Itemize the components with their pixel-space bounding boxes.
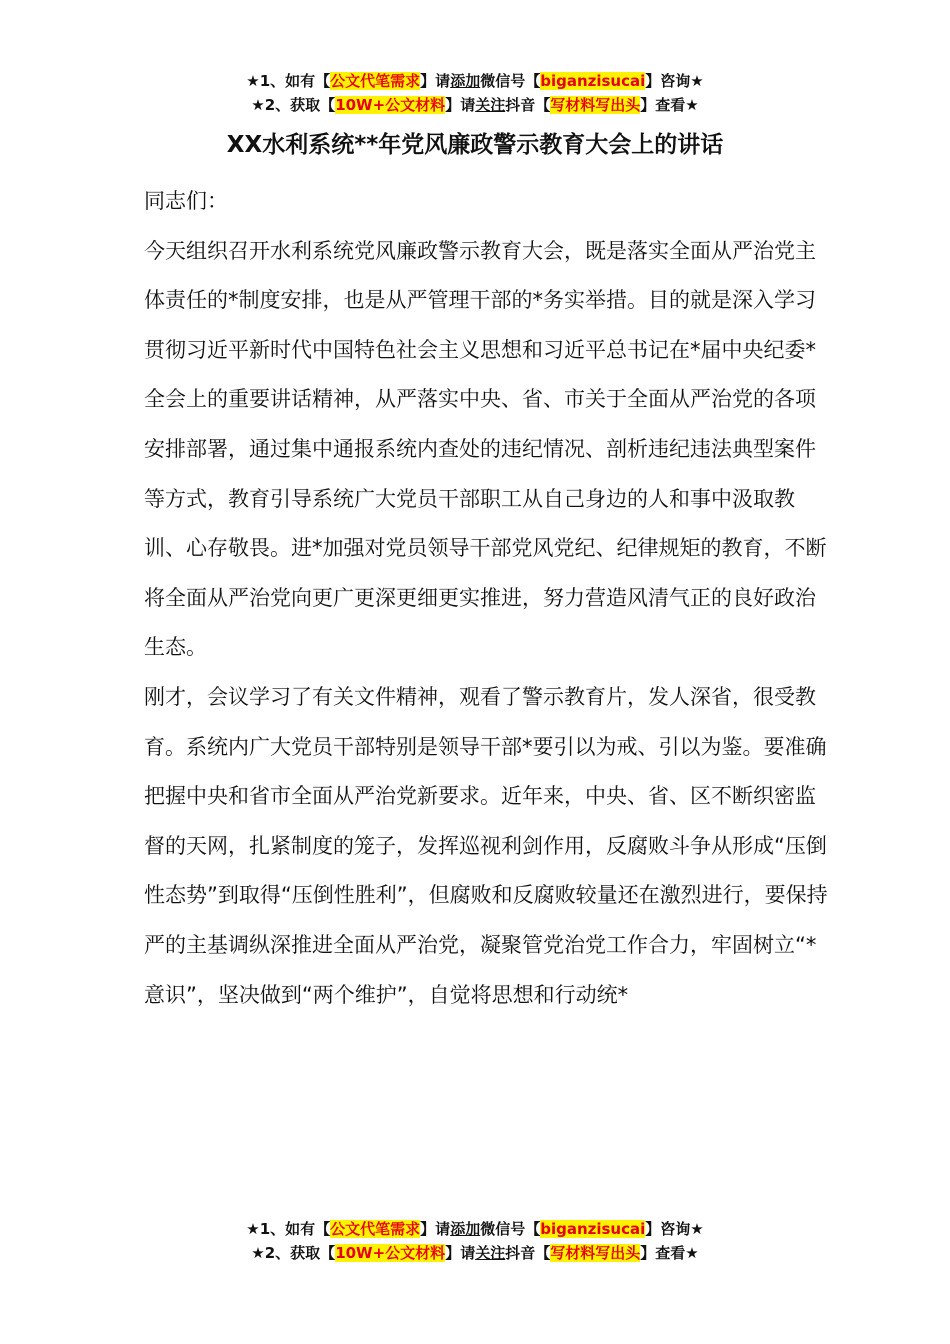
banner-line-1 — [0, 1217, 950, 1241]
banner-text: ★2、获取【 — [251, 1244, 336, 1262]
banner-text: 】请 — [445, 96, 476, 114]
paragraph-2: 刚才，会议学习了有关文件精神，观看了警示教育片，发人深省，很受教育。系统内广大党员干部特别是领导干部*要引以为戒、引以为鉴。要准确把握中央和省市全面从严治党新要求。近年来，中央、省、区不断织密监督的天网，扎紧制度的笼子，发挥巡视利剑作用，反腐败斗争从形成“压倒性态势”到取得“压倒性胜利”，但腐败和反腐败较量还在激烈进行，要保持严的主基调纵深推进全面从严治党，凝聚管党治党工作合力，牢固树立“*意识”，坚决做到“两个维护”，自觉将思想和行动统* — [144, 684, 828, 1007]
banner-text: 】请 — [445, 1244, 476, 1262]
document-body — [144, 177, 834, 1020]
banner-text: 抖音【 — [505, 96, 551, 114]
banner-line-2 — [0, 93, 950, 117]
banner-highlight-materials: 10W+公文材料 — [335, 96, 446, 114]
banner-highlight-service: 公文代笔需求 — [330, 1220, 421, 1238]
banner-text: 】请 — [420, 1220, 451, 1238]
banner-text: 微信号【 — [480, 1220, 541, 1238]
banner-text: 】查看★ — [640, 96, 699, 114]
banner-text: 微信号【 — [480, 72, 541, 90]
banner-text: ★2、获取【 — [251, 96, 336, 114]
banner-underlined-text: 关注 — [475, 96, 506, 114]
banner-highlight-materials: 10W+公文材料 — [335, 1244, 446, 1262]
banner-underlined-text: 添加 — [450, 1220, 481, 1238]
banner-highlight-wechat-id: biganzisucai — [540, 72, 646, 90]
salutation: 同志们： — [144, 189, 228, 213]
banner-highlight-service: 公文代笔需求 — [330, 72, 421, 90]
banner-underlined-text: 关注 — [475, 1244, 506, 1262]
banner-highlight-douyin: 写材料写出头 — [550, 96, 641, 114]
banner-text: 】查看★ — [640, 1244, 699, 1262]
banner-text: 】咨询★ — [645, 72, 704, 90]
header-banner — [0, 69, 950, 117]
banner-line-1 — [0, 69, 950, 93]
banner-text: 】请 — [420, 72, 451, 90]
paragraph-1: 今天组织召开水利系统党风廉政警示教育大会，既是落实全面从严治党主体责任的*制度安排，也是从严管理干部的*务实举措。目的就是深入学习贯彻习近平新时代中国特色社会主义思想和习近平总书记在*届中央纪委*全会上的重要讲话精神，从严落实中央、省、市关于全面从严治党的各项安排部署，通过集中通报系统内查处的违纪情况、剖析违纪违法典型案件等方式，教育引导系统广大党员干部职工从自己身边的人和事中汲取教训、心存敬畏。进*加强对党员领导干部党风党纪、纪律规矩的教育，不断将全面从严治党向更广更深更细更实推进，努力营造风清气正的良好政治生态。 — [144, 238, 827, 660]
banner-text: ★1、如有【 — [246, 1220, 331, 1238]
banner-highlight-douyin: 写材料写出头 — [550, 1244, 641, 1262]
banner-text: 】咨询★ — [645, 1220, 704, 1238]
banner-text: 抖音【 — [505, 1244, 551, 1262]
footer-banner — [0, 1217, 950, 1265]
banner-line-2 — [0, 1241, 950, 1265]
banner-underlined-text: 添加 — [450, 72, 481, 90]
document-title: XX水利系统**年党风廉政警示教育大会上的讲话 — [226, 132, 724, 158]
banner-highlight-wechat-id: biganzisucai — [540, 1220, 646, 1238]
banner-text: ★1、如有【 — [246, 72, 331, 90]
